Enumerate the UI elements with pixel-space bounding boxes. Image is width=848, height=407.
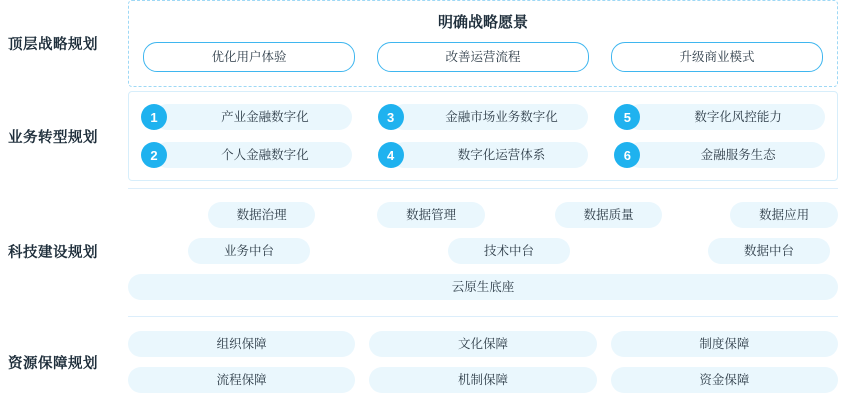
- business-item-number: 2: [141, 142, 167, 168]
- business-item[interactable]: [378, 140, 589, 170]
- tech-pill-data-middle-platform[interactable]: 数据中台: [708, 238, 830, 264]
- row-label-technology: 科技建设规划: [8, 244, 98, 261]
- business-item-label: 数字化运营体系: [391, 142, 589, 168]
- business-grid: [141, 102, 825, 170]
- row-body-business-transformation: [128, 91, 848, 181]
- tech-pill-cloud-native-foundation[interactable]: 云原生底座: [128, 274, 838, 300]
- tech-pill-data-quality[interactable]: 数据质量: [555, 202, 663, 228]
- resource-pill-system[interactable]: 制度保障: [611, 331, 838, 357]
- row-technology: [0, 196, 848, 306]
- tech-pill-data-management[interactable]: 数据管理: [377, 202, 485, 228]
- row-body-resource: [128, 331, 848, 393]
- resource-pill-funding[interactable]: 资金保障: [611, 367, 838, 393]
- tech-pill-data-application[interactable]: 数据应用: [730, 202, 838, 228]
- row-body-technology: [128, 202, 848, 300]
- business-container: [128, 91, 838, 181]
- divider-tech: [128, 188, 838, 189]
- row-business-transformation: [0, 92, 848, 180]
- business-item-number: 5: [614, 104, 640, 130]
- strategy-container: [128, 0, 838, 87]
- business-item[interactable]: [141, 102, 352, 132]
- business-item-number: 6: [614, 142, 640, 168]
- business-item-label: 金融服务生态: [627, 142, 825, 168]
- row-body-top-strategy: [128, 0, 848, 87]
- row-resource: [0, 322, 848, 402]
- business-item-label: 金融市场业务数字化: [391, 104, 589, 130]
- business-item-label: 数字化风控能力: [627, 104, 825, 130]
- business-item-label: 个人金融数字化: [154, 142, 352, 168]
- resource-pill-process[interactable]: 流程保障: [128, 367, 355, 393]
- row-label-top-strategy: 顶层战略规划: [8, 36, 98, 53]
- business-item[interactable]: [614, 140, 825, 170]
- business-item[interactable]: [141, 140, 352, 170]
- row-label-resource: 资源保障规划: [8, 355, 98, 372]
- tech-row-1: [128, 202, 838, 228]
- resource-row-1: [128, 331, 838, 357]
- tech-row-3: [128, 274, 838, 300]
- row-top-strategy: [0, 4, 848, 82]
- business-item-label: 产业金融数字化: [154, 104, 352, 130]
- strategy-pill-3[interactable]: 升级商业模式: [611, 42, 823, 72]
- business-item-number: 1: [141, 104, 167, 130]
- strategy-title: 明确战略愿景: [437, 13, 528, 31]
- business-item-number: 4: [378, 142, 404, 168]
- strategy-pill-1[interactable]: 优化用户体验: [143, 42, 355, 72]
- tech-pill-technology-middle-platform[interactable]: 技术中台: [448, 238, 570, 264]
- resource-pill-mechanism[interactable]: 机制保障: [369, 367, 596, 393]
- divider-resource: [128, 316, 838, 317]
- tech-pill-business-middle-platform[interactable]: 业务中台: [188, 238, 310, 264]
- tech-row-2: [128, 238, 838, 264]
- row-label-business-transformation: 业务转型规划: [8, 129, 98, 146]
- resource-row-2: [128, 367, 838, 393]
- tech-pill-data-governance[interactable]: 数据治理: [208, 202, 316, 228]
- resource-pill-organization[interactable]: 组织保障: [128, 331, 355, 357]
- strategy-pill-2[interactable]: 改善运营流程: [377, 42, 589, 72]
- business-item-number: 3: [378, 104, 404, 130]
- resource-pill-culture[interactable]: 文化保障: [369, 331, 596, 357]
- strategy-pill-group: [143, 42, 823, 72]
- business-item[interactable]: [378, 102, 589, 132]
- business-item[interactable]: [614, 102, 825, 132]
